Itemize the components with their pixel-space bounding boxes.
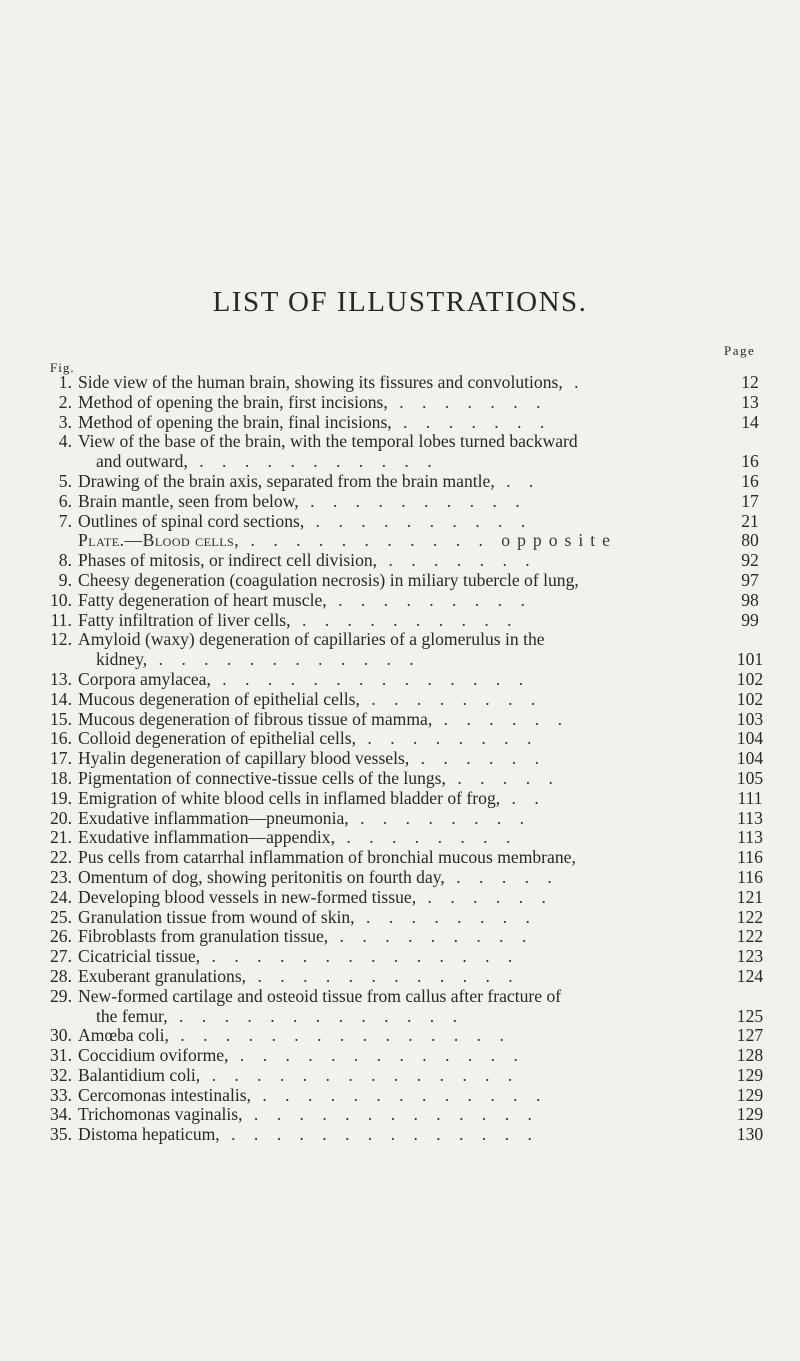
figure-caption bbox=[78, 1026, 703, 1046]
dot-leader: . . . . . . . . . . . . . bbox=[228, 1046, 525, 1066]
caption-text: Cercomonas intestinalis, bbox=[78, 1085, 251, 1105]
figure-number: 34. bbox=[50, 1104, 72, 1125]
figure-caption bbox=[78, 630, 703, 670]
caption-text: Trichomonas vaginalis, bbox=[78, 1105, 243, 1125]
caption-text: Cheesy degeneration (coagulation necrosis) in miliary tubercle of lung, bbox=[78, 570, 579, 590]
figure-caption bbox=[78, 413, 703, 433]
caption-text: Exudative inflammation—appendix, bbox=[78, 828, 335, 848]
list-item bbox=[0, 828, 800, 848]
page-number: 128 bbox=[736, 1045, 764, 1066]
list-item bbox=[0, 1086, 800, 1106]
dot-leader: . . . . . . . . . bbox=[328, 927, 534, 947]
page-number: 105 bbox=[736, 767, 764, 788]
dot-leader: . . . . . . . bbox=[391, 412, 552, 432]
caption-text: Corpora amylacea, bbox=[78, 669, 211, 689]
list-item bbox=[0, 413, 800, 433]
caption-text: Brain mantle, seen from below, bbox=[78, 491, 299, 511]
figure-caption bbox=[78, 888, 703, 908]
figure-number: 4. bbox=[58, 431, 72, 452]
list-item bbox=[0, 611, 800, 631]
figure-caption bbox=[78, 1046, 703, 1066]
caption-text: Hyalin degeneration of capillary blood vessels, bbox=[78, 749, 410, 769]
page-number: 102 bbox=[736, 688, 764, 709]
figure-column-header: Fig. bbox=[50, 360, 75, 375]
figure-number: 23. bbox=[50, 866, 72, 887]
figure-number: 29. bbox=[50, 985, 72, 1006]
caption-text: Coccidium oviforme, bbox=[78, 1046, 229, 1066]
dot-leader: . . . . . . . . . . . . . . bbox=[200, 1065, 520, 1085]
list-item bbox=[0, 492, 800, 512]
figure-caption bbox=[78, 868, 703, 888]
list-item bbox=[0, 571, 800, 591]
page-number: 92 bbox=[741, 550, 759, 571]
figure-caption bbox=[78, 1125, 703, 1145]
figure-caption bbox=[78, 591, 703, 611]
dot-leader: . . bbox=[494, 471, 541, 491]
figure-number: 17. bbox=[50, 748, 72, 769]
figure-caption bbox=[78, 531, 703, 551]
figure-number: 8. bbox=[58, 550, 72, 571]
figure-caption bbox=[78, 967, 703, 987]
dot-leader: . . . . . . bbox=[432, 709, 570, 729]
figure-caption bbox=[78, 848, 703, 868]
caption-text: Fatty degeneration of heart muscle, bbox=[78, 590, 327, 610]
dot-leader: . . . . . . . . bbox=[354, 907, 537, 927]
page-number: 99 bbox=[741, 609, 759, 630]
figure-number: 12. bbox=[50, 629, 72, 650]
illustrations-list bbox=[0, 373, 800, 1145]
list-item bbox=[0, 472, 800, 492]
page-number: 111 bbox=[737, 787, 763, 808]
caption-text: Phases of mitosis, or indirect cell division, bbox=[78, 551, 378, 571]
list-item bbox=[0, 987, 800, 1027]
caption-text: Amyloid (waxy) degeneration of capillaries of a glomerulus in the bbox=[78, 630, 545, 650]
page-number: 129 bbox=[736, 1064, 764, 1085]
page-number: 124 bbox=[736, 965, 764, 986]
list-item bbox=[0, 868, 800, 888]
figure-caption bbox=[78, 551, 703, 571]
caption-text: Plate.—Blood cells, bbox=[78, 531, 240, 551]
page-number: 14 bbox=[741, 411, 759, 432]
caption-text: New-formed cartilage and osteoid tissue from callus after fracture of bbox=[78, 986, 562, 1006]
dot-leader: . . . . . . bbox=[409, 749, 547, 769]
figure-number: 9. bbox=[58, 569, 72, 590]
page-number: 80 bbox=[741, 530, 759, 551]
figure-caption bbox=[78, 789, 703, 809]
caption-text: View of the base of the brain, with the temporal lobes turned backward bbox=[78, 432, 578, 452]
page-number: 13 bbox=[741, 391, 759, 412]
figure-caption bbox=[78, 1105, 703, 1125]
page-number: 121 bbox=[736, 886, 764, 907]
figure-number: 15. bbox=[50, 708, 72, 729]
dot-leader: . . . . . . . . bbox=[356, 729, 539, 749]
figure-number: 33. bbox=[50, 1084, 72, 1105]
caption-text: Exudative inflammation—pneumonia, bbox=[78, 808, 349, 828]
caption-continuation: kidney, bbox=[96, 649, 148, 670]
figure-number: 14. bbox=[50, 688, 72, 709]
page-number: 16 bbox=[741, 470, 759, 491]
caption-text: Side view of the human brain, showing its fissures and convolutions, bbox=[78, 373, 563, 392]
figure-caption bbox=[78, 987, 703, 1027]
page-number: 102 bbox=[736, 668, 764, 689]
caption-text: Fatty infiltration of liver cells, bbox=[78, 610, 291, 630]
dot-leader: . . . . . bbox=[444, 867, 559, 887]
dot-leader: . . . . . . bbox=[416, 887, 553, 907]
dot-leader: . . . . . . . . . . . . bbox=[147, 649, 421, 670]
figure-number: 10. bbox=[50, 589, 72, 610]
caption-text: Pus cells from catarrhal inflammation of bronchial mucous membrane, bbox=[78, 848, 576, 868]
figure-number: 18. bbox=[50, 767, 72, 788]
caption-text: Fibroblasts from granulation tissue, bbox=[78, 927, 329, 947]
figure-caption bbox=[78, 393, 703, 413]
page-number: 16 bbox=[741, 451, 759, 472]
figure-caption bbox=[78, 947, 703, 967]
dot-leader: . . . . . . . . . bbox=[326, 590, 532, 610]
list-item bbox=[0, 551, 800, 571]
figure-caption bbox=[78, 927, 703, 947]
dot-leader: . . . . . . . . . . bbox=[304, 511, 533, 531]
figure-caption bbox=[78, 670, 703, 690]
figure-number: 7. bbox=[58, 510, 72, 531]
page-number: 101 bbox=[736, 649, 764, 670]
dot-leader: . . . . . . . . . . bbox=[290, 610, 519, 630]
caption-text: Method of opening the brain, first incisions, bbox=[78, 392, 388, 412]
caption-text: Mucous degeneration of fibrous tissue of mamma, bbox=[78, 709, 433, 729]
dot-leader: . . . . . . . . . . . . . . bbox=[219, 1125, 539, 1145]
list-item bbox=[0, 1125, 800, 1145]
figure-number: 24. bbox=[50, 886, 72, 907]
caption-text: Emigration of white blood cells in inflamed bladder of frog, bbox=[78, 788, 501, 808]
figure-number: 5. bbox=[58, 470, 72, 491]
page-number: 123 bbox=[736, 946, 764, 967]
figure-number: 26. bbox=[50, 926, 72, 947]
caption-text: Developing blood vessels in new-formed tissue, bbox=[78, 887, 417, 907]
figure-number: 16. bbox=[50, 728, 72, 749]
figure-caption bbox=[78, 710, 703, 730]
caption-text: Colloid degeneration of epithelial cells, bbox=[78, 729, 356, 749]
figure-number: 3. bbox=[58, 411, 72, 432]
caption-text: Balantidium coli, bbox=[78, 1065, 201, 1085]
dot-leader: . bbox=[562, 373, 586, 392]
page-number: 98 bbox=[741, 589, 759, 610]
list-item bbox=[0, 373, 800, 393]
caption-text: Mucous degeneration of epithelial cells, bbox=[78, 689, 360, 709]
page-number: 113 bbox=[737, 827, 763, 848]
list-item bbox=[0, 591, 800, 611]
figure-number: 30. bbox=[50, 1025, 72, 1046]
caption-text: Pigmentation of connective-tissue cells of the lungs, bbox=[78, 768, 446, 788]
page-number: 17 bbox=[741, 490, 759, 511]
page-number: 122 bbox=[736, 926, 764, 947]
page-number: 127 bbox=[736, 1025, 764, 1046]
caption-continuation: and outward, bbox=[96, 451, 188, 472]
dot-leader: . . . . . bbox=[445, 768, 560, 788]
figure-number: 35. bbox=[50, 1124, 72, 1145]
page-number: 113 bbox=[737, 807, 763, 828]
caption-continuation: the femur, bbox=[96, 1005, 168, 1026]
list-item bbox=[0, 729, 800, 749]
figure-caption bbox=[78, 1066, 703, 1086]
caption-text: Outlines of spinal cord sections, bbox=[78, 511, 305, 531]
dot-leader: . . . . . . . . . . . . . bbox=[242, 1105, 539, 1125]
figure-number: 2. bbox=[58, 391, 72, 412]
figure-number: 31. bbox=[50, 1045, 72, 1066]
figure-caption bbox=[78, 611, 703, 631]
list-item bbox=[0, 630, 800, 670]
figure-number: 20. bbox=[50, 807, 72, 828]
page-number: 21 bbox=[741, 510, 759, 531]
figure-caption bbox=[78, 729, 703, 749]
figure-number: 21. bbox=[50, 827, 72, 848]
page-number: 103 bbox=[736, 708, 764, 729]
dot-leader: . . . . . . . bbox=[387, 392, 548, 412]
list-item bbox=[0, 967, 800, 987]
figure-number: 32. bbox=[50, 1064, 72, 1085]
dot-leader: . . . . . . . . . . . opposite bbox=[239, 531, 617, 551]
figure-number: 19. bbox=[50, 787, 72, 808]
plate-entry bbox=[0, 531, 800, 551]
page-number: 97 bbox=[741, 569, 759, 590]
page-number: 129 bbox=[736, 1084, 764, 1105]
dot-leader: . . . . . . . . bbox=[359, 689, 543, 709]
list-item bbox=[0, 393, 800, 413]
list-item bbox=[0, 927, 800, 947]
list-item bbox=[0, 710, 800, 730]
list-item bbox=[0, 848, 800, 868]
page-number: 122 bbox=[736, 906, 764, 927]
figure-caption bbox=[78, 749, 703, 769]
list-item bbox=[0, 512, 800, 532]
page-number: 104 bbox=[736, 728, 764, 749]
caption-text: Drawing of the brain axis, separated from the brain mantle, bbox=[78, 471, 495, 491]
list-item bbox=[0, 749, 800, 769]
list-item bbox=[0, 947, 800, 967]
page-number: 12 bbox=[741, 372, 759, 392]
dot-leader: . . . . . . . . . . . . . . . bbox=[168, 1026, 511, 1046]
page-number: 104 bbox=[736, 748, 764, 769]
page-number: 125 bbox=[736, 1005, 764, 1026]
page-number: 130 bbox=[736, 1124, 764, 1145]
figure-number: 28. bbox=[50, 965, 72, 986]
caption-text: Distoma hepaticum, bbox=[78, 1125, 220, 1145]
list-item bbox=[0, 432, 800, 472]
figure-number: 6. bbox=[58, 490, 72, 511]
list-item bbox=[0, 888, 800, 908]
figure-caption bbox=[78, 908, 703, 928]
dot-leader: . . . . . . . . . . . bbox=[187, 451, 439, 472]
caption-text: Exuberant granulations, bbox=[78, 966, 247, 986]
list-item bbox=[0, 789, 800, 809]
caption-text: Cicatricial tissue, bbox=[78, 947, 201, 967]
list-item bbox=[0, 809, 800, 829]
list-item bbox=[0, 1026, 800, 1046]
figure-caption bbox=[78, 512, 703, 532]
list-item bbox=[0, 769, 800, 789]
page-title: LIST OF ILLUSTRATIONS. bbox=[212, 286, 588, 318]
figure-caption bbox=[78, 1086, 703, 1106]
figure-caption bbox=[78, 809, 703, 829]
figure-caption bbox=[78, 472, 703, 492]
figure-number: 22. bbox=[50, 847, 72, 868]
dot-leader: . . . . . . . . . . . . . bbox=[250, 1085, 548, 1105]
list-item bbox=[0, 1105, 800, 1125]
figure-number: 1. bbox=[58, 372, 72, 392]
figure-caption bbox=[78, 432, 703, 472]
figure-number: 13. bbox=[50, 668, 72, 689]
list-item bbox=[0, 1066, 800, 1086]
caption-text: Amœba coli, bbox=[78, 1026, 169, 1046]
list-item bbox=[0, 690, 800, 710]
figure-number: 27. bbox=[50, 946, 72, 967]
dot-leader: . . . . . . . . bbox=[335, 828, 518, 848]
dot-leader: . . . . . . . . . . . . bbox=[246, 966, 520, 986]
dot-leader: . . . . . . . . . . bbox=[298, 491, 527, 511]
list-item bbox=[0, 1046, 800, 1066]
dot-leader: . . . . . . . . . . . . . . bbox=[200, 947, 520, 967]
list-item bbox=[0, 670, 800, 690]
dot-leader: . . . . . . . . . . . . . . bbox=[210, 669, 531, 689]
page-number: 129 bbox=[736, 1104, 764, 1125]
dot-leader: . . bbox=[500, 788, 546, 808]
caption-text: Omentum of dog, showing peritonitis on fourth day, bbox=[78, 867, 445, 887]
caption-text: Method of opening the brain, final incisions, bbox=[78, 412, 392, 432]
list-item bbox=[0, 908, 800, 928]
figure-number: 25. bbox=[50, 906, 72, 927]
figure-number: 11. bbox=[50, 609, 72, 630]
figure-caption bbox=[78, 571, 703, 591]
figure-caption bbox=[78, 769, 703, 789]
figure-caption bbox=[78, 492, 703, 512]
dot-leader: . . . . . . . . bbox=[348, 808, 532, 828]
page-column-header: Page bbox=[724, 343, 756, 358]
dot-leader: . . . . . . . bbox=[377, 551, 537, 571]
figure-caption bbox=[78, 828, 703, 848]
caption-text: Granulation tissue from wound of skin, bbox=[78, 907, 355, 927]
figure-caption bbox=[78, 690, 703, 710]
page-number: 116 bbox=[737, 866, 763, 887]
page-number: 116 bbox=[737, 847, 763, 868]
figure-caption bbox=[78, 373, 703, 393]
dot-leader: . . . . . . . . . . . . . bbox=[167, 1005, 464, 1026]
